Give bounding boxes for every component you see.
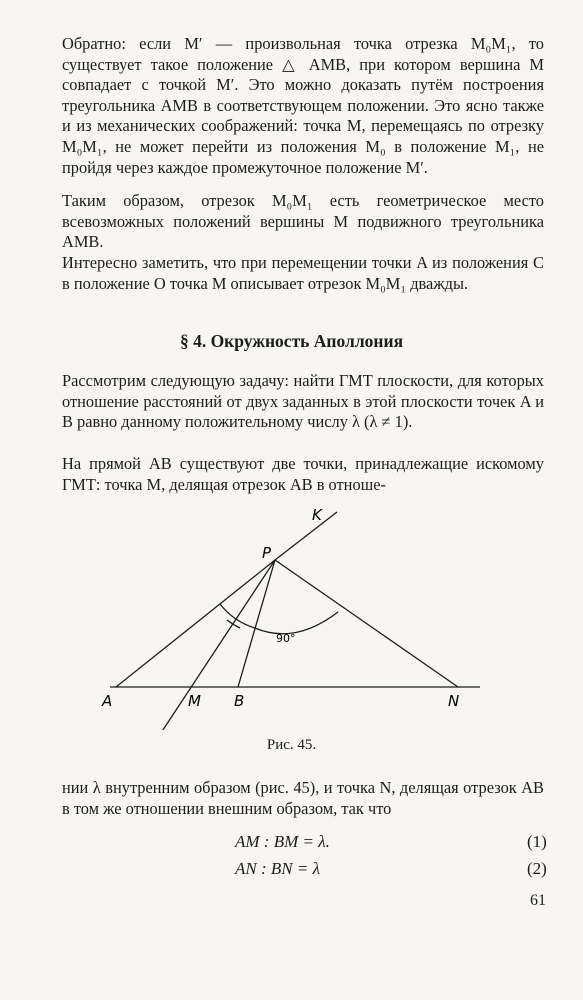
- segment-pn: [275, 560, 458, 687]
- label-n: N: [448, 692, 460, 710]
- angle-arc-right: [255, 612, 338, 634]
- apollonius-diagram: [90, 500, 490, 730]
- paragraph-points: На прямой AB существуют две точки, принадлежащие искомому ГМТ: точка M, делящая отрезок AB в отноше-: [62, 454, 544, 494]
- ray-pk: [275, 512, 337, 560]
- segment-pa: [116, 560, 275, 687]
- formula-2-number: (2): [527, 859, 547, 878]
- figure-45: [90, 500, 490, 735]
- label-b: B: [234, 692, 245, 710]
- formula-1-number: (1): [527, 832, 547, 851]
- label-p: P: [262, 544, 272, 562]
- paragraph-problem: Рассмотрим следующую задачу: найти ГМТ плоскости, для которых отношение расстояний от двух заданных в этой плоскости точек A и B равно данному положительному числу λ (λ ≠ 1).: [62, 371, 544, 432]
- label-angle-90: 90°: [276, 632, 296, 645]
- label-m: M: [188, 692, 201, 710]
- label-k: K: [312, 506, 322, 524]
- page-number: 61: [530, 892, 546, 909]
- bisector-pm: [153, 560, 275, 730]
- label-a: A: [102, 692, 113, 710]
- angle-arc-inner-2: [227, 620, 240, 628]
- paragraph-conclusion: Таким образом, отрезок M₀M₁ есть геометрическое место всевозможных положений вершины M подвижного треугольника AMB.: [62, 191, 544, 252]
- paragraph-converse: Обратно: если M′ — произвольная точка отрезка M₀M₁, то существует такое положение △ AMB, при котором вершина M совпадает с точкой M′. Это можно доказать путём построения треугольника AMB в соответствующем положении. Это ясно также и из механических соображений: точка M, перемещаясь по отрезку M₀M₁, не может перейти из положения M₀ в положение M₁, не пройдя через каждое промежуточное положение M′.: [62, 34, 544, 177]
- paragraph-remark: Интересно заметить, что при перемещении точки A из положения C в положение O точка M описывает отрезок M₀M₁ дважды.: [62, 253, 544, 293]
- formula-1-expr: AM : BM = λ.: [235, 832, 330, 851]
- formula-2-expr: AN : BN = λ: [235, 859, 320, 878]
- section-heading: § 4. Окружность Аполлония: [179, 331, 404, 351]
- figure-caption: Рис. 45.: [266, 737, 317, 753]
- paragraph-continuation: нии λ внутренним образом (рис. 45), и точка N, делящая отрезок AB в том же отношении внешним образом, так что: [62, 778, 544, 818]
